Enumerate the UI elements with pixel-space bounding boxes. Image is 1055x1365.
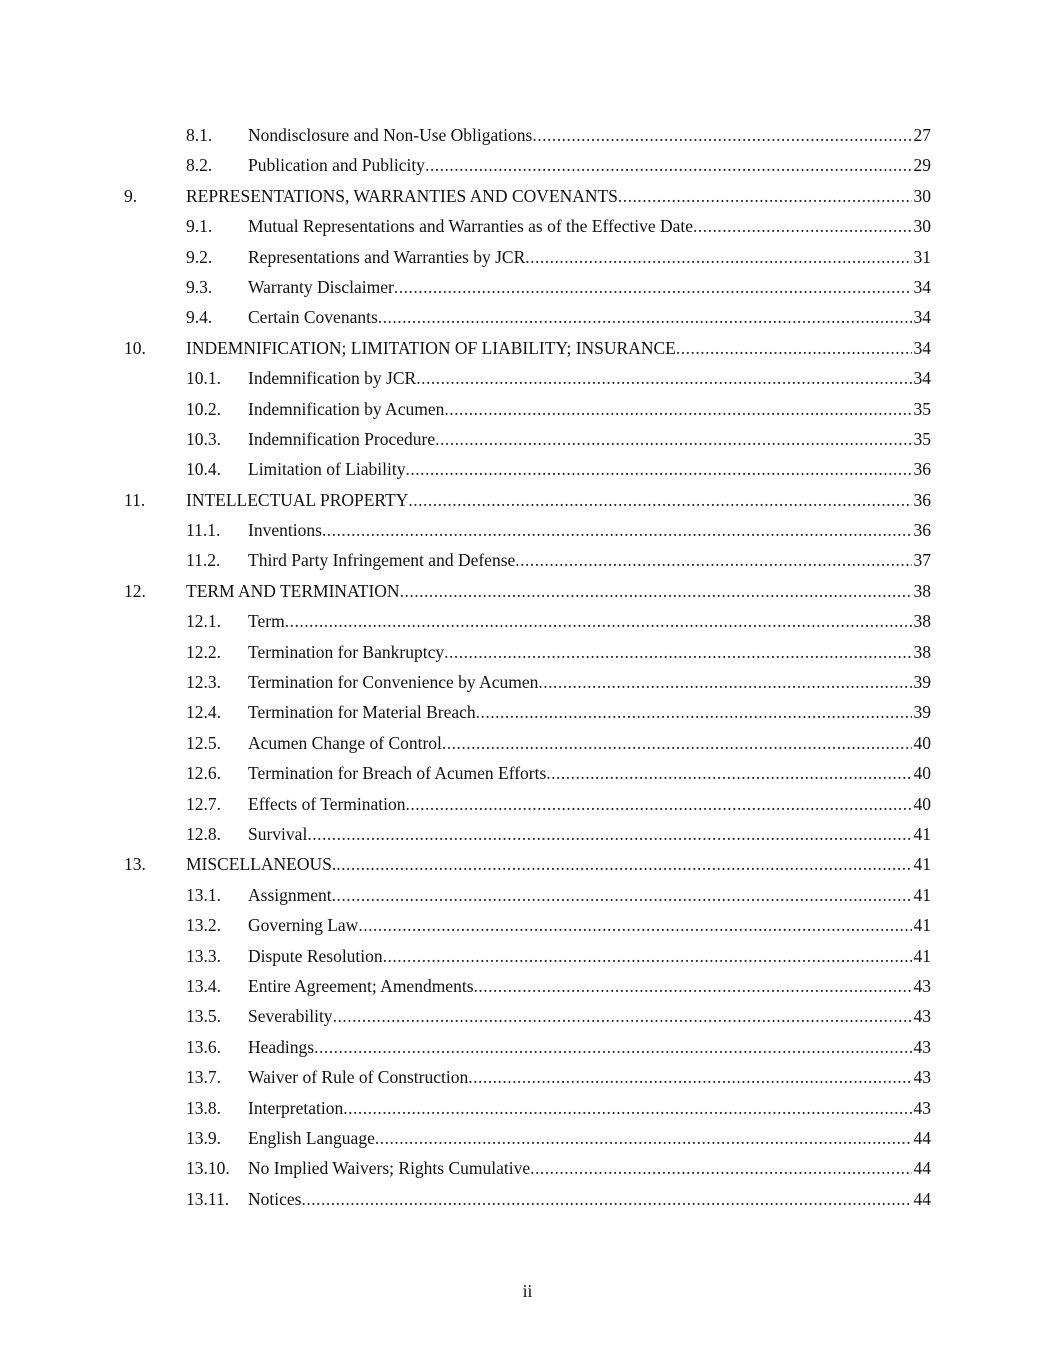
toc-entry-line (248, 880, 931, 910)
dot-leader (525, 242, 911, 272)
toc-section-entry[interactable] (0, 485, 1055, 515)
toc-entry-page: 34 (913, 337, 931, 358)
toc-entry-title: Mutual Representations and Warranties as of the Effective Date (248, 216, 694, 237)
toc-subsection-entry[interactable] (0, 302, 1055, 332)
page-number: ii (522, 1281, 533, 1301)
toc-entry-line (248, 1184, 931, 1214)
toc-entry-number: 9.3. (186, 276, 213, 297)
toc-entry-number: 13.11. (186, 1188, 230, 1209)
toc-subsection-entry[interactable] (0, 150, 1055, 180)
toc-subsection-entry[interactable] (0, 1153, 1055, 1183)
dot-leader (333, 1001, 912, 1031)
toc-entry-line (248, 1153, 931, 1183)
toc-entry-title: Termination for Breach of Acumen Efforts (248, 763, 547, 784)
dot-leader (358, 910, 911, 940)
toc-subsection-entry[interactable] (0, 1062, 1055, 1092)
toc-entry-line (186, 333, 931, 363)
toc-entry-title: Assignment (248, 884, 332, 905)
toc-entry-line (248, 545, 931, 575)
toc-entry-page: 40 (913, 732, 931, 753)
toc-entry-title: Dispute Resolution (248, 945, 383, 966)
dot-leader (693, 211, 911, 241)
toc-entry-number: 13.1. (186, 884, 221, 905)
toc-entry-number: 13.8. (186, 1097, 221, 1118)
toc-entry-line (248, 454, 931, 484)
toc-section-entry[interactable] (0, 849, 1055, 879)
toc-entry-line (248, 424, 931, 454)
toc-entry-title: Governing Law (248, 915, 359, 936)
toc-entry-line (248, 211, 931, 241)
toc-entry-number: 9.4. (186, 307, 213, 328)
toc-entry-number: 9. (124, 185, 138, 206)
toc-subsection-entry[interactable] (0, 394, 1055, 424)
toc-entry-line (248, 606, 931, 636)
toc-entry-line (248, 971, 931, 1001)
toc-entry-line (248, 789, 931, 819)
dot-leader (444, 394, 911, 424)
toc-entry-page: 39 (913, 672, 931, 693)
toc-entry-number: 10.2. (186, 398, 221, 419)
toc-entry-line (248, 1093, 931, 1123)
toc-entry-line (248, 728, 931, 758)
toc-entry-line (248, 150, 931, 180)
toc-entry-line (248, 394, 931, 424)
toc-entry-number: 11.2. (186, 550, 221, 571)
toc-entry-page: 38 (913, 641, 931, 662)
dot-leader (532, 120, 911, 150)
toc-entry-title: INDEMNIFICATION; LIMITATION OF LIABILITY; INSURANCE (186, 337, 676, 358)
toc-entry-page: 29 (913, 155, 931, 176)
toc-entry-number: 12.8. (186, 823, 221, 844)
toc-entry-title: INTELLECTUAL PROPERTY (186, 489, 409, 510)
toc-entry-number: 11.1. (186, 520, 221, 541)
dot-leader (474, 971, 912, 1001)
toc-subsection-entry[interactable] (0, 211, 1055, 241)
toc-entry-page: 41 (913, 854, 931, 875)
toc-entry-line (248, 1062, 931, 1092)
toc-entry-page: 40 (913, 763, 931, 784)
toc-entry-page: 40 (913, 793, 931, 814)
toc-entry-page: 41 (913, 945, 931, 966)
dot-leader (405, 454, 911, 484)
toc-entry-title: Effects of Termination (248, 793, 406, 814)
dot-leader (336, 849, 911, 879)
toc-entry-title: TERM AND TERMINATION (186, 580, 400, 601)
toc-entry-title: Publication and Publicity (248, 155, 425, 176)
toc-subsection-entry[interactable] (0, 1093, 1055, 1123)
toc-entry-line (248, 1032, 931, 1062)
toc-entry-page: 34 (913, 307, 931, 328)
toc-entry-title: Waiver of Rule of Construction (248, 1067, 469, 1088)
toc-entry-page: 44 (913, 1188, 931, 1209)
toc-entry-page: 38 (913, 580, 931, 601)
toc-entry-title: Termination for Convenience by Acumen (248, 672, 539, 693)
toc-subsection-entry[interactable] (0, 819, 1055, 849)
toc-entry-page: 36 (913, 520, 931, 541)
toc-entry-number: 13.3. (186, 945, 221, 966)
dot-leader (442, 728, 912, 758)
toc-entry-title: Notices (248, 1188, 302, 1209)
toc-subsection-entry[interactable] (0, 667, 1055, 697)
toc-entry-title: Indemnification by Acumen (248, 398, 445, 419)
toc-entry-number: 10. (124, 337, 146, 358)
toc-subsection-entry[interactable] (0, 789, 1055, 819)
toc-entry-number: 13.2. (186, 915, 221, 936)
toc-entry-number: 13. (124, 854, 146, 875)
toc-entry-page: 36 (913, 489, 931, 510)
dot-leader (435, 424, 911, 454)
toc-entry-number: 8.1. (186, 125, 213, 145)
toc-entry-page: 41 (913, 884, 931, 905)
toc-entry-line (248, 637, 931, 667)
toc-entry-number: 8.2. (186, 155, 213, 176)
toc-entry-line (248, 697, 931, 727)
dot-leader (307, 819, 911, 849)
dot-leader (378, 302, 912, 332)
toc-entry-page: 38 (913, 611, 931, 632)
dot-leader (676, 333, 912, 363)
dot-leader (332, 880, 912, 910)
dot-leader (301, 1184, 911, 1214)
toc-entry-page: 43 (913, 1097, 931, 1118)
toc-entry-number: 11. (124, 489, 146, 510)
toc-entry-number: 12.5. (186, 732, 221, 753)
toc-entry-title: Acumen Change of Control (248, 732, 442, 753)
toc-entry-page: 43 (913, 1036, 931, 1057)
toc-entry-title: No Implied Waivers; Rights Cumulative (248, 1158, 531, 1179)
toc-entry-page: 35 (913, 398, 931, 419)
toc-section-entry[interactable] (0, 576, 1055, 606)
toc-entry-title: REPRESENTATIONS, WARRANTIES AND COVENANTS (186, 185, 618, 206)
toc-entry-page: 30 (913, 185, 931, 206)
toc-entry-line (248, 758, 931, 788)
toc-entry-title: Warranty Disclaimer (248, 276, 394, 297)
toc-subsection-entry[interactable] (0, 728, 1055, 758)
dot-leader (468, 1062, 911, 1092)
toc-entry-line (248, 1123, 931, 1153)
toc-subsection-entry[interactable] (0, 424, 1055, 454)
toc-entry-line (248, 910, 931, 940)
dot-leader (618, 181, 912, 211)
toc-entry-number: 10.4. (186, 459, 221, 480)
toc-entry-line (248, 667, 931, 697)
dot-leader (400, 576, 912, 606)
toc-entry-number: 9.2. (186, 246, 213, 267)
toc-subsection-entry[interactable] (0, 941, 1055, 971)
toc-entry-line (186, 849, 931, 879)
toc-entry-page: 44 (913, 1127, 931, 1148)
dot-leader (408, 485, 911, 515)
dot-leader (546, 758, 911, 788)
toc-entry-title: Termination for Bankruptcy (248, 641, 445, 662)
toc-subsection-entry[interactable] (0, 1123, 1055, 1153)
toc-entry-number: 9.1. (186, 216, 213, 237)
dot-leader (314, 1032, 911, 1062)
toc-entry-line (186, 485, 931, 515)
toc-subsection-entry[interactable] (0, 606, 1055, 636)
toc-subsection-entry[interactable] (0, 637, 1055, 667)
toc-entry-line (248, 1001, 931, 1031)
dot-leader (538, 667, 911, 697)
toc-entry-number: 13.5. (186, 1006, 221, 1027)
toc-entry-title: Term (248, 611, 285, 632)
toc-section-entry[interactable] (0, 333, 1055, 363)
toc-entry-number: 10.3. (186, 428, 221, 449)
toc-subsection-entry[interactable] (0, 910, 1055, 940)
toc-entry-number: 12.3. (186, 672, 221, 693)
toc-subsection-entry[interactable] (0, 120, 1055, 150)
toc-subsection-entry[interactable] (0, 454, 1055, 484)
toc-entry-number: 13.9. (186, 1127, 221, 1148)
toc-entry-number: 12. (124, 580, 146, 601)
toc-entry-line (248, 272, 931, 302)
dot-leader (476, 697, 912, 727)
toc-entry-page: 27 (913, 125, 931, 145)
toc-entry-line (248, 302, 931, 332)
dot-leader (383, 941, 912, 971)
toc-entry-number: 13.7. (186, 1067, 221, 1088)
toc-entry-page: 44 (913, 1158, 931, 1179)
toc-entry-page: 37 (913, 550, 931, 571)
toc-subsection-entry[interactable] (0, 515, 1055, 545)
toc-entry-number: 13.10. (186, 1158, 230, 1179)
toc-subsection-entry[interactable] (0, 1032, 1055, 1062)
toc-entry-title: Entire Agreement; Amendments (248, 975, 474, 996)
dot-leader (375, 1123, 912, 1153)
toc-subsection-entry[interactable] (0, 971, 1055, 1001)
toc-entry-number: 13.4. (186, 975, 221, 996)
toc-entry-page: 36 (913, 459, 931, 480)
toc-entry-number: 13.6. (186, 1036, 221, 1057)
toc-entry-page: 31 (913, 246, 931, 267)
toc-entry-number: 12.6. (186, 763, 221, 784)
toc-entry-title: Representations and Warranties by JCR (248, 246, 526, 267)
toc-entry-title: Limitation of Liability (248, 459, 406, 480)
toc-entry-page: 43 (913, 975, 931, 996)
dot-leader (444, 637, 911, 667)
dot-leader (416, 363, 911, 393)
toc-entry-page: 34 (913, 276, 931, 297)
toc-subsection-entry[interactable] (0, 242, 1055, 272)
dot-leader (425, 150, 912, 180)
toc-entry-number: 12.1. (186, 611, 221, 632)
toc-entry-title: Nondisclosure and Non-Use Obligations (248, 125, 533, 145)
toc-entry-title: Indemnification Procedure (248, 428, 436, 449)
toc-entry-number: 12.4. (186, 702, 221, 723)
toc-subsection-entry[interactable] (0, 758, 1055, 788)
toc-entry-page: 30 (913, 216, 931, 237)
toc-entry-page: 39 (913, 702, 931, 723)
dot-leader (394, 272, 912, 302)
toc-entry-number: 10.1. (186, 368, 221, 389)
dot-leader (285, 606, 912, 636)
toc-entry-line (186, 576, 931, 606)
toc-subsection-entry[interactable] (0, 545, 1055, 575)
toc-subsection-entry[interactable] (0, 880, 1055, 910)
toc-entry-title: Certain Covenants (248, 307, 378, 328)
toc-entry-page: 41 (913, 915, 931, 936)
toc-entry-title: Indemnification by JCR (248, 368, 417, 389)
toc-subsection-entry[interactable] (0, 1001, 1055, 1031)
toc-subsection-entry[interactable] (0, 1184, 1055, 1214)
toc-subsection-entry[interactable] (0, 272, 1055, 302)
toc-subsection-entry[interactable] (0, 697, 1055, 727)
table-of-contents (0, 120, 1055, 1214)
toc-entry-line (248, 819, 931, 849)
toc-entry-title: Termination for Material Breach (248, 702, 476, 723)
toc-entry-line (248, 242, 931, 272)
toc-entry-line (248, 941, 931, 971)
toc-entry-line (248, 363, 931, 393)
dot-leader (322, 515, 912, 545)
toc-entry-title: Headings (248, 1036, 315, 1057)
toc-entry-title: Interpretation (248, 1097, 344, 1118)
toc-entry-page: 41 (913, 823, 931, 844)
toc-entry-line (186, 181, 931, 211)
toc-entry-page: 34 (913, 368, 931, 389)
toc-entry-page: 43 (913, 1067, 931, 1088)
toc-entry-title: Third Party Infringement and Defense (248, 550, 516, 571)
dot-leader (406, 789, 912, 819)
toc-subsection-entry[interactable] (0, 363, 1055, 393)
toc-entry-title: Survival (248, 823, 308, 844)
toc-section-entry[interactable] (0, 181, 1055, 211)
dot-leader (343, 1093, 911, 1123)
toc-entry-number: 12.2. (186, 641, 221, 662)
toc-entry-number: 12.7. (186, 793, 221, 814)
dot-leader (530, 1153, 911, 1183)
toc-entry-title: Inventions (248, 520, 322, 541)
toc-entry-title: English Language (248, 1127, 375, 1148)
dot-leader (515, 545, 911, 575)
toc-entry-page: 35 (913, 428, 931, 449)
toc-entry-title: MISCELLANEOUS. (186, 854, 337, 875)
toc-entry-page: 43 (913, 1006, 931, 1027)
toc-entry-line (248, 515, 931, 545)
toc-entry-title: Severability (248, 1006, 333, 1027)
toc-entry-line (248, 120, 931, 150)
